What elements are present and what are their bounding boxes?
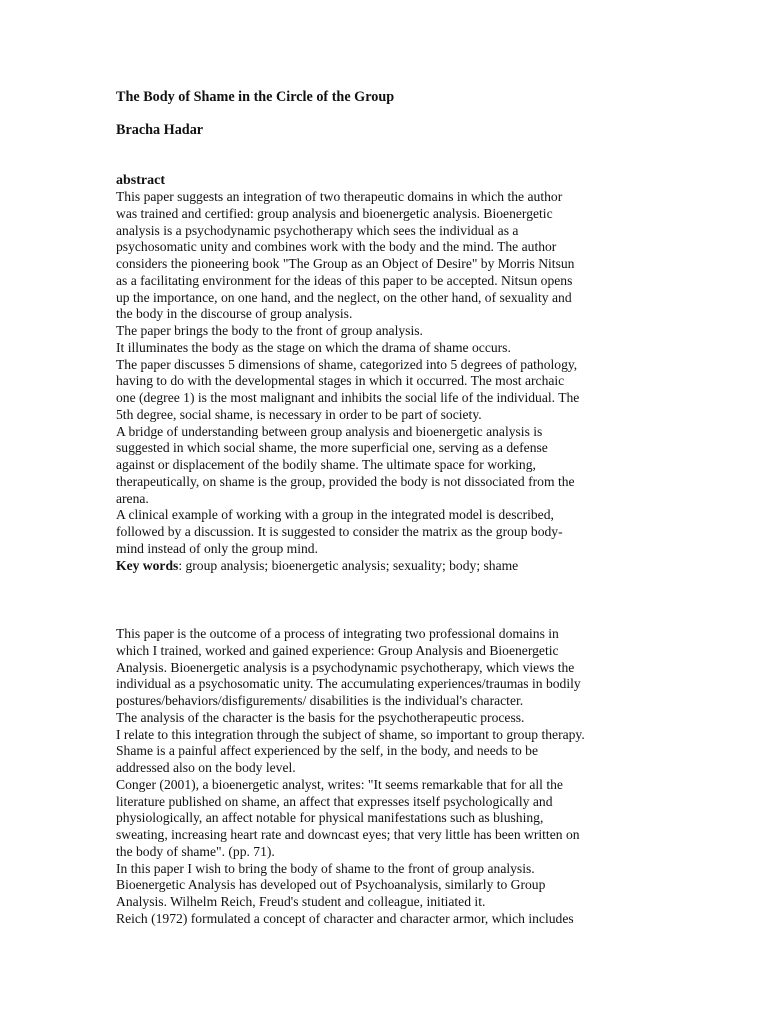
abstract-heading: abstract [116,173,165,188]
abstract-line: against or displacement of the bodily shame. The ultimate space for working, [116,457,536,472]
keywords-label: Key words [116,557,179,573]
body-line: sweating, increasing heart rate and downcast eyes; that very little has been written on [116,827,580,842]
body-line: addressed also on the body level. [116,760,296,775]
keywords-text: : group analysis; bioenergetic analysis; sexuality; body; shame [178,557,519,573]
body-line: I relate to this integration through the subject of shame, so important to group therapy. [116,726,585,742]
document-title: The Body of Shame in the Circle of the Group [116,89,395,105]
abstract-body [116,189,628,574]
body-line: Shame is a painful affect experienced by the self, in the body, and needs to be [116,743,539,759]
document-page [116,0,636,1024]
body-line: physiologically, an affect notable for physical manifestations such as blushing, [116,810,544,826]
abstract-line: 5th degree, social shame, is necessary in order to be part of society. [116,406,482,422]
body-line: The analysis of the character is the basis for the psychotherapeutic process. [116,709,525,725]
document-author: Bracha Hadar [116,122,204,138]
body-line: In this paper I wish to bring the body of shame to the front of group analysis. [116,860,535,876]
abstract-line: up the importance, on one hand, and the neglect, on the other hand, of sexuality and [116,289,572,305]
abstract-line: psychosomatic unity and combines work with the body and the mind. The author [116,239,557,255]
body-line: This paper is the outcome of a process of integrating two professional domains in [116,626,559,641]
abstract-line: A bridge of understanding between group analysis and bioenergetic analysis is [116,423,543,439]
body-text [116,626,628,928]
body-line: the body of shame". (pp. 71). [116,843,275,859]
abstract-line: A clinical example of working with a group in the integrated model is described, [116,507,554,523]
body-line: Conger (2001), a bioenergetic analyst, writes: "It seems remarkable that for all the [116,776,563,792]
abstract-line: the body in the discourse of group analysis. [116,306,353,322]
abstract-line: The paper discusses 5 dimensions of shame, categorized into 5 degrees of pathology, [116,356,578,372]
body-line: literature published on shame, an affect that expresses itself psychologically and [116,793,553,809]
keywords-line [116,558,628,575]
body-line: Analysis. Wilhelm Reich, Freud's student and colleague, initiated it. [116,894,486,909]
abstract-line: It illuminates the body as the stage on which the drama of shame occurs. [116,339,511,355]
abstract-line: followed by a discussion. It is suggested to consider the matrix as the group body- [116,524,563,539]
body-line: postures/behaviors/disfigurements/ disabilities is the individual's character. [116,693,524,708]
body-line: Analysis. Bioenergetic analysis is a psychodynamic psychotherapy, which views the [116,659,575,675]
abstract-line: arena. [116,490,149,506]
abstract-line: The paper brings the body to the front of group analysis. [116,323,423,338]
abstract-line: This paper suggests an integration of two therapeutic domains in which the author [116,189,563,204]
body-line: individual as a psychosomatic unity. The accumulating experiences/traumas in bodily [116,676,581,692]
body-line: which I trained, worked and gained experience: Group Analysis and Bioenergetic [116,642,559,658]
abstract-line: considers the pioneering book "The Group as an Object of Desire" by Morris Nitsun [116,256,575,271]
abstract-line: was trained and certified: group analysis and bioenergetic analysis. Bioenergetic [116,205,553,221]
body-line: Bioenergetic Analysis has developed out of Psychoanalysis, similarly to Group [116,877,546,893]
abstract-line: having to do with the developmental stages in which it occurred. The most archaic [116,373,565,389]
abstract-line: analysis is a psychodynamic psychotherapy which sees the individual as a [116,222,519,238]
abstract-line: as a facilitating environment for the ideas of this paper to be accepted. Nitsun opens [116,272,573,288]
abstract-line: therapeutically, on shame is the group, provided the body is not dissociated from the [116,473,575,489]
abstract-line: one (degree 1) is the most malignant and inhibits the social life of the individual. The [116,390,580,405]
body-line: Reich (1972) formulated a concept of character and character armor, which includes [116,910,574,926]
abstract-line: mind instead of only the group mind. [116,540,318,556]
abstract-line: suggested in which social shame, the more superficial one, serving as a defense [116,440,548,456]
